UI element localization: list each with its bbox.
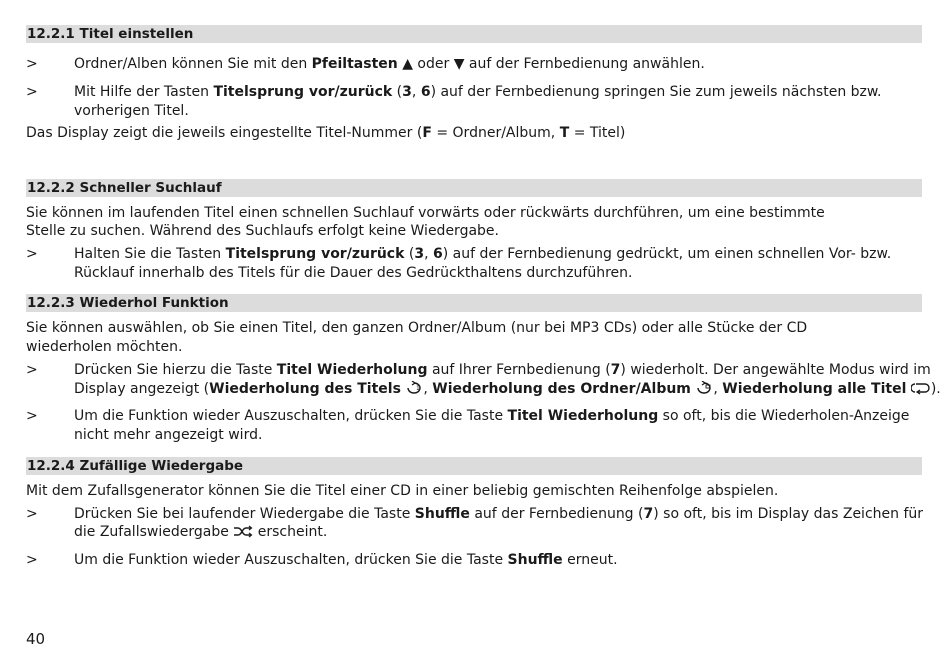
section-heading-12-2-2: 12.2.2 Schneller Suchlauf [26,179,922,197]
paragraph-display-number: Das Display zeigt die jeweils eingestellte Titel-Nummer (F = Ordner/Album, T = Titel) [26,125,626,141]
bullet-shuffle-key: Drücken Sie bei laufender Wiedergabe die Taste Shuffle auf der Fernbedienung (7) so oft, bis im Display das Zeichen für [74,506,924,522]
paragraph-shuffle: Mit dem Zufallsgenerator können Sie die Titel einer CD in einer beliebig gemischten Reihenfolge abspielen. [26,483,779,499]
bullet-marker: > [26,506,38,522]
bullet-repeat-off: Um die Funktion wieder Auszuschalten, drücken Sie die Taste Titel Wiederholung so oft, bis die Wiederholen-Anzeige [74,408,910,424]
paragraph-search-line1: Sie können im laufenden Titel einen schnellen Suchlauf vorwärts oder rückwärts durchführen, um eine bestimmte [26,205,825,221]
bullet-marker: > [26,408,38,424]
bullet-repeat-key: Drücken Sie hierzu die Taste Titel Wiederholung auf Ihrer Fernbedienung (7) wiederholt. Der angewählte Modus wird im [74,362,931,378]
arrow-down-icon: ▼ [453,56,465,72]
bullet-marker: > [26,56,38,72]
svg-text:1: 1 [416,385,421,392]
page-number: 40 [26,630,46,648]
bullet-marker: > [26,84,38,100]
bullet-repeat-off-line2: nicht mehr angezeigt wird. [74,427,263,443]
paragraph-repeat-line1: Sie können auswählen, ob Sie einen Titel, den ganzen Ordner/Album (nur bei MP3 CDs) oder alle Stücke der CD [26,320,808,336]
bullet-select-folder: Ordner/Alben können Sie mit den Pfeiltasten ▲ oder ▼ auf der Fernbedienung anwählen. [74,56,705,72]
bullet-marker: > [26,362,38,378]
bullet-marker: > [26,552,38,568]
bullet-shuffle-key-line2: die Zufallswiedergabe erscheint. [74,523,327,544]
paragraph-search-line2: Stelle zu suchen. Während des Suchlaufs erfolgt keine Wiedergabe. [26,223,499,239]
shuffle-icon [233,525,253,544]
bullet-repeat-key-line2: Display angezeigt (Wiederholung des Titels 1 , Wiederholung des Ordner/Album , Wiederholung alle Titel ). [74,380,941,401]
section-heading-12-2-4: 12.2.4 Zufällige Wiedergabe [26,457,922,475]
repeat-one-icon [405,381,423,401]
bullet-marker: > [26,246,38,262]
bullet-track-skip: Mit Hilfe der Tasten Titelsprung vor/zurück (3, 6) auf der Fernbedienung springen Sie zum jeweils nächsten bzw. [74,84,882,100]
repeat-folder-icon [695,381,713,401]
section-heading-12-2-3: 12.2.3 Wiederhol Funktion [26,294,922,312]
repeat-all-icon [911,381,931,401]
bullet-hold-skip: Halten Sie die Tasten Titelsprung vor/zurück (3, 6) auf der Fernbedienung gedrückt, um einen schnellen Vor- bzw. [74,246,892,262]
paragraph-repeat-line2: wiederholen möchten. [26,339,183,355]
bullet-shuffle-off: Um die Funktion wieder Auszuschalten, drücken Sie die Taste Shuffle erneut. [74,552,618,568]
bullet-track-skip-line2: vorherigen Titel. [74,103,189,119]
arrow-up-icon: ▲ [402,56,413,72]
bullet-hold-skip-line2: Rücklauf innerhalb des Titels für die Dauer des Gedrückthaltens durchzuführen. [74,265,633,281]
section-heading-12-2-1: 12.2.1 Titel einstellen [26,25,922,43]
